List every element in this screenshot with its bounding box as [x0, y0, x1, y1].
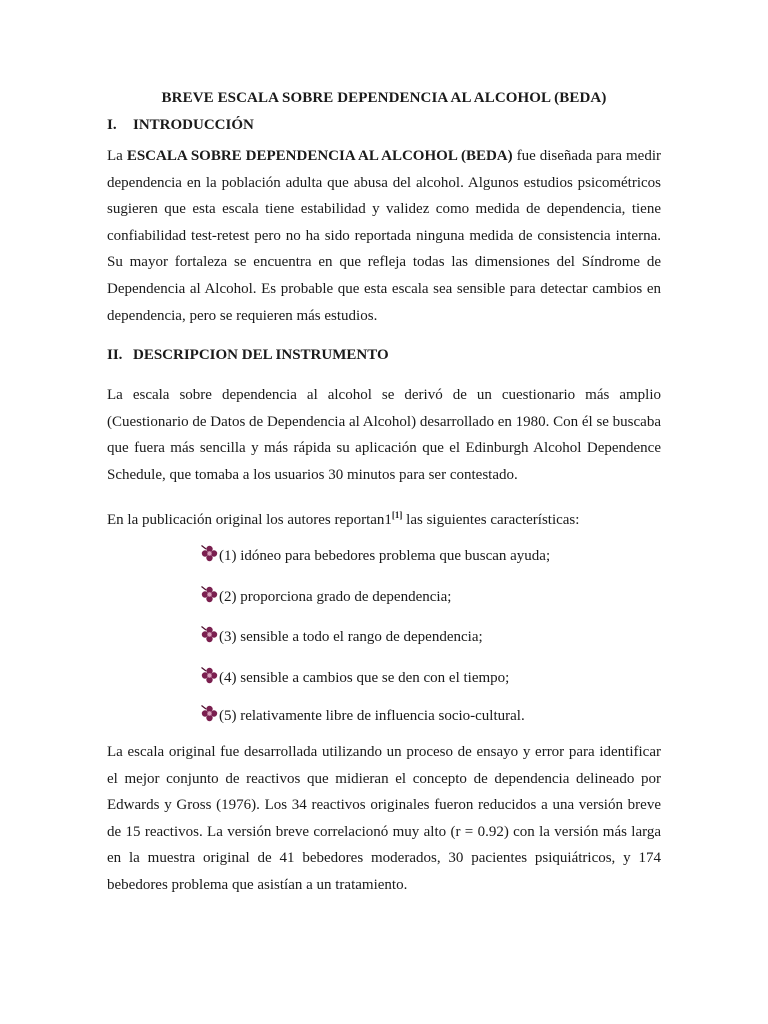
section-heading-text: INTRODUCCIÓN [133, 117, 254, 133]
flower-bullet-icon [201, 626, 218, 643]
list-item [201, 626, 483, 647]
development-paragraph: La escala original fue desarrollada utilizando un proceso de ensayo y error para identificar el mejor conjunto de reactivos que midieran el concepto de dependencia delineado por Edwards y Gross (1976). Los 34 reactivos originales fueron reducidos a una versión breve de 15 reactivos. La versión breve correlacionó muy alto (r = 0.92) con la versión más larga en la muestra original de 41 bebedores moderados, 30 pacientes psiquiátricos, y 174 bebedores problema que asistían a un tratamiento. [107, 744, 661, 893]
footnote-reference[interactable]: [1] [391, 510, 403, 520]
section-number: II. [107, 347, 123, 363]
flower-bullet-icon [201, 705, 218, 722]
list-item [201, 667, 509, 688]
list-item [201, 705, 525, 726]
characteristics-intro [107, 502, 661, 534]
section-heading-descripcion [107, 347, 389, 364]
list-item [201, 545, 550, 566]
list-item-text: (2) proporciona grado de dependencia; [219, 589, 452, 605]
intro-body: fue diseñada para medir dependencia en la población adulta que abusa del alcohol. Algunos estudios psicométricos sugieren que esta escala tiene estabilidad y validez como medida de dependencia, tiene confiabilidad test-retest pero no ha sido reportada ninguna medida de consistencia interna. Su mayor fortaleza se encuentra en que refleja todas las dimensiones del Síndrome de Dependencia al Alcohol. Es probable que esta escala sea sensible para detectar cambios en dependencia, pero se requieren más estudios. [107, 148, 661, 324]
list-item-text: (5) relativamente libre de influencia socio-cultural. [219, 708, 525, 724]
intro-paragraph [107, 143, 661, 329]
characteristics-intro-before: En la publicación original los autores reportan1 [107, 512, 392, 528]
flower-bullet-icon [201, 586, 218, 603]
flower-bullet-icon [201, 545, 218, 562]
characteristics-intro-after: las siguientes características: [402, 512, 580, 528]
flower-bullet-icon [201, 667, 218, 684]
document-title: BREVE ESCALA SOBRE DEPENDENCIA AL ALCOHOL (BEDA) [161, 90, 607, 106]
intro-bold-scale-name: ESCALA SOBRE DEPENDENCIA AL ALCOHOL (BEDA) [126, 148, 513, 164]
intro-lead: La [107, 148, 127, 164]
section-number: I. [107, 117, 117, 133]
list-item-text: (4) sensible a cambios que se den con el tiempo; [219, 670, 510, 686]
list-item-text: (3) sensible a todo el rango de dependencia; [219, 629, 483, 645]
list-item-text: (1) idóneo para bebedores problema que buscan ayuda; [219, 548, 551, 564]
section-heading-introduccion [107, 117, 254, 134]
list-item [201, 586, 451, 607]
description-paragraph: La escala sobre dependencia al alcohol se derivó de un cuestionario más amplio (Cuestionario de Datos de Dependencia al Alcohol) desarrollado en 1980. Con él se buscaba que fuera más sencilla y más rápida su aplicación que el Edinburgh Alcohol Dependence Schedule, que tomaba a los usuarios 30 minutos para ser contestado. [107, 387, 661, 483]
section-heading-text: DESCRIPCION DEL INSTRUMENTO [133, 347, 389, 363]
